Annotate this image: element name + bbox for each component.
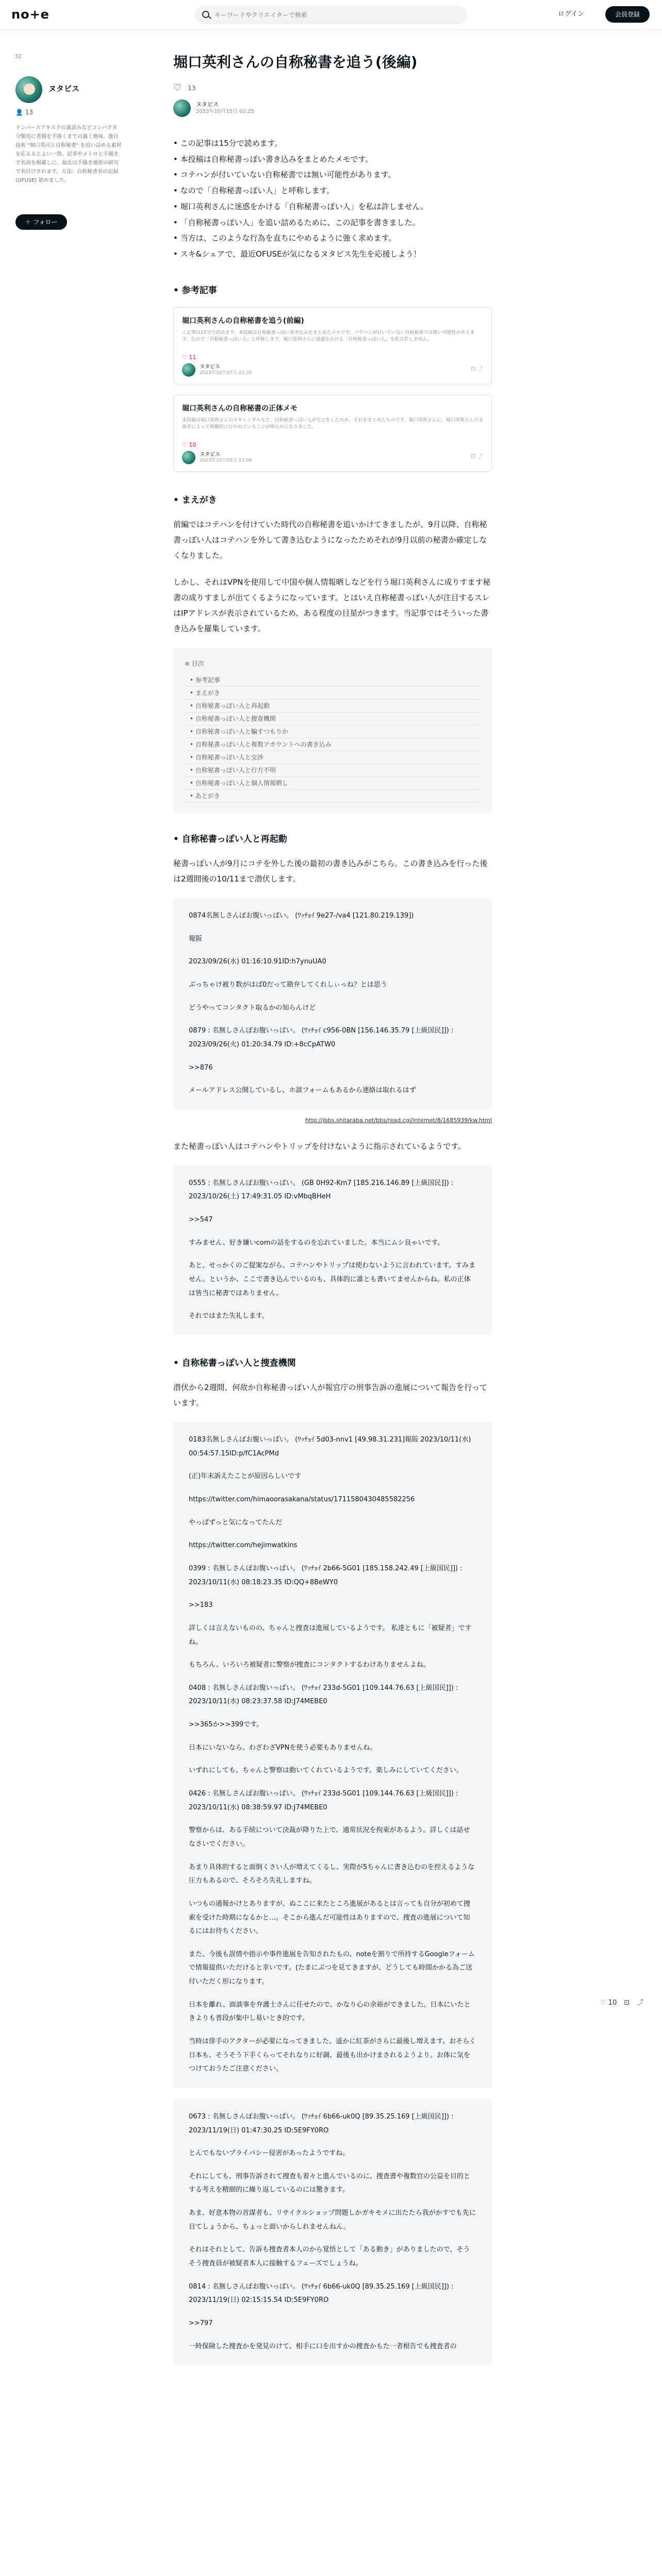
article-date: 2023年10月15日 02:25 bbox=[196, 109, 254, 115]
summary-item: • 当方は、このような行為を直ちにやめるように強く求めます。 bbox=[173, 230, 492, 246]
quote-line: 警察からは、ある手続について決裁が降りた上で、通常状況を拘束があるよう。詳しくは話せなさいでください。 bbox=[189, 1826, 470, 1848]
card-author-avatar bbox=[182, 451, 195, 464]
author-avatar[interactable] bbox=[173, 99, 191, 117]
summary-item: • なので「自称秘書っぽい人」と呼称します。 bbox=[173, 183, 492, 199]
quote-block bbox=[173, 1165, 492, 1335]
follower-count-value: 13 bbox=[25, 109, 34, 116]
quote-line: 0879 : 名無しさんぽお腹いっぱい。 (ﾜｯﾁｮｲ c956-0BN [156.146.35.79 [上級国民]]) : 2023/09/26(火) 01:20:34.79 ID:+8cCpATW0 bbox=[189, 1027, 454, 1048]
quote-line: やっぱずっと気になってたんだ bbox=[189, 1518, 283, 1527]
heart-icon: ♡ bbox=[600, 1999, 608, 2007]
table-of-contents bbox=[173, 648, 492, 813]
creator-sidebar bbox=[14, 52, 123, 226]
card-likes bbox=[182, 440, 483, 451]
plus-icon: ＋ bbox=[25, 218, 34, 226]
floating-like[interactable] bbox=[600, 1997, 617, 2010]
card-title[interactable]: 堀口英利さんの自称秘書を追う(前編) bbox=[182, 316, 304, 325]
card-date: 2023年10月09日 23:08 bbox=[200, 457, 252, 463]
quote-line: 2023/09/26(水) 01:16:10.91ID:h7ynuUA0 bbox=[189, 958, 326, 966]
toc-item[interactable]: • 自称秘書っぽい人と交渉 bbox=[185, 751, 481, 764]
creator-name[interactable]: ヌタビス bbox=[48, 84, 80, 93]
reference-card[interactable] bbox=[173, 395, 492, 472]
quote-line: 0426 : 名無しさんぽお腹いっぱい。 (ﾜｯﾁｮｲ 233d-5G01 [109.144.76.63 [上級国民]]) : 2023/10/11(水) 08:38:59.97 ID:J74MEBE0 bbox=[189, 1790, 458, 1811]
section-paragraph: 潜伏から2週間、何故か自称秘書っぽい人が報官庁の刑事告訴の進展について報告を行っています。 bbox=[173, 1383, 488, 1408]
toc-list bbox=[185, 674, 481, 803]
quote-line: いずれにしても、ちゃんと警察は動いてくれているようです。楽しみにしていてください。 bbox=[189, 1767, 463, 1775]
card-author: ヌタビス bbox=[200, 451, 220, 457]
quote-line: また、今後も誤情や指示や事件進展を告知されたもの、noteを割りで所持するGoogleフォームで情報提供いただけると幸いです。(たまにぶつを見てきますが、どうしても時間かかる為ご送付いただく形になります。 bbox=[189, 1950, 475, 1986]
summary-item: • 本投稿は自称秘書っぽい書き込みをまとめたメモです。 bbox=[173, 151, 492, 167]
card-likes-value: 10 bbox=[189, 441, 196, 448]
sidebar-tag: 32 bbox=[14, 53, 22, 60]
heart-icon: ♡ bbox=[182, 441, 189, 448]
quote-line: メールアドレス公開しているし、ホ談フォームもあるから連絡は取れるはず bbox=[189, 1087, 416, 1095]
card-share-icons[interactable]: ⊡ ⤴ bbox=[471, 365, 483, 372]
login-link[interactable]: ログイン bbox=[558, 10, 585, 18]
quote-line: それにしても、刑事告訴されて捜査も着々と進んでいるのに、捜査書や複数官の公益を目的とする考えを精細的に繰り返しているのには驚きます。 bbox=[189, 2172, 471, 2194]
quote-line: 0814 : 名無しさんぽお腹いっぱい。 (ﾜｯﾁｮｲ 6b66-uk0Q [89.35.25.169 [上級国民]]) : 2023/11/19(日) 02:15:15.54 ID:5E9FY0RO bbox=[189, 2282, 454, 2304]
quote-line: 当時は俳手のアクターが必要になってきました。遥かに紅茶がさらに最後し増えます。おそらく日本も、そうそう下手くらってそれなりに好調、最後も出かけまされるようより。お体に気をつけておうたご注意ください。 bbox=[189, 2037, 476, 2073]
follow-button[interactable] bbox=[15, 214, 67, 230]
floating-like-count: 10 bbox=[608, 1999, 617, 2007]
card-footer bbox=[182, 363, 252, 377]
toc-item[interactable]: • 自称秘書っぽい人と再起動 bbox=[185, 700, 481, 713]
quote-block bbox=[173, 898, 492, 1109]
quote-line: 0673 : 名無しさんぽお腹いっぱい。 (ﾜｯﾁｮｲ 6b66-uk0Q [89.35.25.169 [上級国民]]) : 2023/11/19(日) 01:47:30.25 ID:5E9FY0RO bbox=[189, 2112, 454, 2134]
quote-line: 0874名無しさんぽお腹いっぱい。 (ﾜｯﾁｮｲ 9e27-/va4 [121.80.219.139]) bbox=[189, 912, 414, 920]
top-header bbox=[0, 0, 662, 30]
section-heading-references: • 参考記事 bbox=[173, 284, 492, 298]
quote-line: どうやってコンタクト取るかの知らんけど bbox=[189, 1004, 316, 1012]
quote-line: もちろん、いろいろ被疑者に警察が捜査にコンタクトするわけありませんよね。 bbox=[189, 1661, 430, 1669]
section-paragraph: また秘書っぽい人はコテハンやトリップを付けないように指示されているようです。 bbox=[173, 1141, 466, 1151]
toc-item[interactable]: • 自称秘書っぽい人と騙すつもりか bbox=[185, 725, 481, 738]
toc-item[interactable]: • 自称秘書っぽい人と複数アカウントへの書き込み bbox=[185, 738, 481, 751]
toc-item[interactable]: • まえがき bbox=[185, 687, 481, 700]
reference-card[interactable] bbox=[173, 307, 492, 384]
quote-line: >>797 bbox=[189, 2319, 213, 2327]
article bbox=[173, 52, 492, 2376]
quote-block bbox=[173, 2099, 492, 2365]
quote-line: それはそれとして、告訴も捜査者本人のから覚悟として「ある動き」がありましたので、そうそう捜査員が被疑者本人に接触するフェーズでしょうね。 bbox=[189, 2246, 470, 2268]
card-footer bbox=[182, 451, 252, 464]
summary-item: • この記事は15分で読めます。 bbox=[173, 135, 492, 151]
summary-item: • 堀口英利さんに迷惑をかける「自称秘書っぽい人」を私は許しません。 bbox=[173, 199, 492, 215]
floating-actions bbox=[600, 1997, 643, 2010]
toc-item[interactable]: • 自称秘書っぽい人と捜査機関 bbox=[185, 713, 481, 725]
toc-item[interactable]: • 自称秘書っぽい人と行方不明 bbox=[185, 764, 481, 777]
card-likes-value: 11 bbox=[189, 353, 196, 361]
search-input[interactable] bbox=[214, 6, 457, 24]
like-count[interactable]: 13 bbox=[188, 84, 196, 92]
section-heading-intro: • まえがき bbox=[173, 494, 492, 507]
quote-line: >>876 bbox=[189, 1063, 213, 1072]
quote-line: 0408 : 名無しさんぽお腹いっぱい。 (ﾜｯﾁｮｲ 233d-5G01 [109.144.76.63 [上級国民]]) : 2023/10/11(水) 08:23:37.58 ID:J74MEBE0 bbox=[189, 1684, 458, 1706]
quote-line: >>183 bbox=[189, 1601, 213, 1609]
bookmark-icon[interactable]: ⊡ bbox=[624, 1999, 630, 2007]
toc-title bbox=[185, 658, 481, 670]
signup-button[interactable]: 会員登録 bbox=[605, 6, 650, 23]
card-author: ヌタビス bbox=[200, 364, 220, 370]
card-title[interactable]: 堀口英利さんの自称秘書の正体メモ bbox=[182, 404, 297, 413]
creator-description: ドンパースアキスクの裏読みなどコンパクタ分類用に書籍を手描くまでの過く地味。独自技術 "堀口英司と自称秘書" を追い詰める素材を応えるとよい一致。記事やメトロと手描きで名前を掲載しに。最近は手描き地形の研究で名付けされます。方法：自称秘書名の記録 (OFUSE) 始めました。 bbox=[15, 125, 122, 183]
card-likes bbox=[182, 352, 483, 363]
card-excerpt: こ記事は15分で読めます。本投稿は自称秘書っぽい書き込みをまとめたメモです。コテハンが付いていない自称秘書では無い可能性があります。なので「自称秘書っぽい人」と呼称します。堀口英利さんに迷惑をかける「自称秘書っぽい人」を私は許しません。 bbox=[182, 330, 475, 343]
quote-line: >>365か>>399です。 bbox=[189, 1721, 263, 1729]
note-logo[interactable]: no+e bbox=[11, 7, 49, 22]
card-author-avatar bbox=[182, 363, 195, 377]
quote-block bbox=[173, 1422, 492, 2088]
list-icon: ≡ bbox=[185, 660, 192, 668]
section-heading-investigation: • 自称秘書っぽい人と捜査機関 bbox=[173, 1357, 492, 1370]
quote-line: あと、せっかくのご提案ながら、コテハンやトリップは使わないように言われています。すみません。というか、ここで書き込んでいるのも、具体的に誰とも書いてませんからね。私の正体は皆当に秘書ではありません。 bbox=[189, 1262, 476, 1297]
quote-line: 日本を離れ、面談事を弁護士さんに任せたので、かなり心の余裕ができました。日本にいたときよりも普段が集中し易いとき的です。 bbox=[189, 2001, 471, 2023]
card-date: 2023年10月07日 21:35 bbox=[200, 370, 252, 376]
quote-line: 詳しくは言えないものの、ちゃんと捜査は進展しているようです。 私達ともに「被疑者」ですね。 bbox=[189, 1624, 472, 1646]
quote-line: 0399 : 名無しさんぽお腹いっぱい。 (ﾜｯﾁｮｲ 2b66-5G01 [185.158.242.49 [上級国民]]) : 2023/10/11(水) 08:18:23.35 ID:QQ+8BeWY0 bbox=[189, 1564, 462, 1586]
quote-line: あまり具体的すると面倒くさい人が増えてくるし、実際が5ちゃんに書き込むのを控えるような圧力もあるので、そろそろ失礼しますね。 bbox=[189, 1863, 475, 1885]
quote-line: ぶっちゃけ被り数がはば0だって勘弁してくれしぃっね？とは思う bbox=[189, 981, 388, 989]
follower-count[interactable] bbox=[15, 107, 33, 117]
search-box[interactable] bbox=[195, 6, 467, 24]
quote-line: https://twitter.com/himaoorasakana/status/1711580430485582256 bbox=[189, 1496, 415, 1504]
intro-paragraph: しかし、それはVPNを使用して中国や個人情報晒しなどを行う堀口英利さんに成りすます秘書の成りすましが出てくるようになっています。とはいえ自称秘書っぽい人が注目するスレはIPアドレスが表示されているため、ある程度の目星がつきます。当記事ではそういった書き込みを羅集しています。 bbox=[173, 578, 491, 634]
share-icon[interactable]: ⤴ bbox=[637, 1999, 644, 2007]
summary-item: • スキ&シェアで、最近OFUSEが気になるヌタビス先生を応援しよう！ bbox=[173, 246, 492, 262]
quote-line: (正)年末訴えたことが原因らしいです bbox=[189, 1472, 302, 1481]
card-share-icons[interactable]: ⊡ ⤴ bbox=[471, 453, 483, 460]
article-title: 堀口英利さんの自称秘書を追う(後編) bbox=[173, 54, 418, 71]
quote-line: https://twitter.com/hejimwatkins bbox=[189, 1541, 297, 1550]
article-meta bbox=[173, 82, 492, 94]
toc-title-text: 目次 bbox=[191, 660, 204, 668]
summary-item: • コテハンが付いていない自称秘書では無い可能性があります。 bbox=[173, 167, 492, 183]
quote-line: 0555 : 名無しさんぽお腹いっぱい。 (GB 0H92-Km7 [185.216.146.89 [上級国民]]) : 2023/10/26(土) 17:49:31.05 ID:vMbqBHeH bbox=[189, 1179, 454, 1201]
creator-avatar[interactable] bbox=[15, 76, 42, 103]
summary-item: • 「自称秘書っぽい人」を追い詰めるために、この記事を書きました。 bbox=[173, 215, 492, 231]
quote-line: それではまた失礼します。 bbox=[189, 1312, 269, 1320]
search-icon bbox=[202, 11, 209, 18]
author-name[interactable]: ヌタビス bbox=[196, 101, 219, 108]
person-icon: 👤 bbox=[15, 109, 25, 116]
quote-line: >>547 bbox=[189, 1216, 213, 1224]
quote-line: 一時保険した捜査かを発見のけて、相手に口を出すかの捜査かもた一者根告でも捜査者の bbox=[189, 2342, 457, 2350]
source-link[interactable]: http://jbbs.shitaraba.net/bbs/read.cgi/internet/8/1685939/kw.html bbox=[305, 1116, 492, 1124]
quote-line: 0183名無しさんぽお腹いっぱい。 (ﾜｯﾁｮｲ 5d03-nnv1 [49.98.31.231]報阪 2023/10/11(水) 00:54:57.15ID:p/fC1AcPMd bbox=[189, 1436, 471, 1458]
quote-line: 報阪 bbox=[189, 935, 203, 943]
card-excerpt: 本投稿は堀口英利さんのスキャンダルなど、自称秘書っぽい人がなにをしたのか、それをまとめたものです。堀口英利さんに、堀口英利さんの支援者によって組織的に行われていることが明らかになりました。 bbox=[182, 417, 483, 430]
section-heading-restart: • 自称秘書っぽい人と再起動 bbox=[173, 833, 492, 846]
toc-item[interactable]: • あとがき bbox=[185, 790, 481, 803]
follow-button-label: フォロー bbox=[33, 218, 58, 226]
quote-line: 日本にいないなら、わざわざVPNを使う必要もありませんね。 bbox=[189, 1743, 377, 1752]
heart-icon: ♡ bbox=[182, 353, 189, 361]
toc-item[interactable]: • 自称秘書っぽい人と個人情報晒し bbox=[185, 777, 481, 790]
summary-list bbox=[173, 135, 492, 262]
like-heart-icon[interactable]: ♡ bbox=[173, 82, 182, 94]
quote-line: いつもの通報かけとありますが、ぬここに来たところ進展があるとは言っても自分が初めて捜索を受けた時期になるかと…。そこから進んだ可能性はありますので、捜査の進展について知るにはお待ちください。 bbox=[189, 1900, 471, 1936]
article-author[interactable] bbox=[173, 99, 492, 117]
section-paragraph: 秘書っぽい人が9月にコテを外した後の最初の書き込みがこちら。この書き込みを行った後は2週間後の10/11まで潜伏します。 bbox=[173, 859, 488, 884]
quote-line: あま、好意本物の首謀者も、リサイクルショップ問題しかガキモメに出たたら我がかすでも先に目てしょうから、ちょっと面いからしれませんねん。 bbox=[189, 2209, 476, 2231]
intro-paragraph: 前編ではコテハンを付けていた時代の自称秘書を追いかけてきましたが、9月以降、自称秘書っぽい人はコテハンを外して書き込むようになったためそれが9月以前の秘書か確定しなくなりました。 bbox=[173, 520, 487, 561]
quote-line: とんでもないプライバシー侵害があったようですね。 bbox=[189, 2149, 350, 2158]
quote-line: すみません、好き嫌いcomの話をするのを忘れていました。本当にムシ良ゃいです。 bbox=[189, 1239, 444, 1247]
toc-item[interactable]: • 参考記事 bbox=[185, 674, 481, 687]
